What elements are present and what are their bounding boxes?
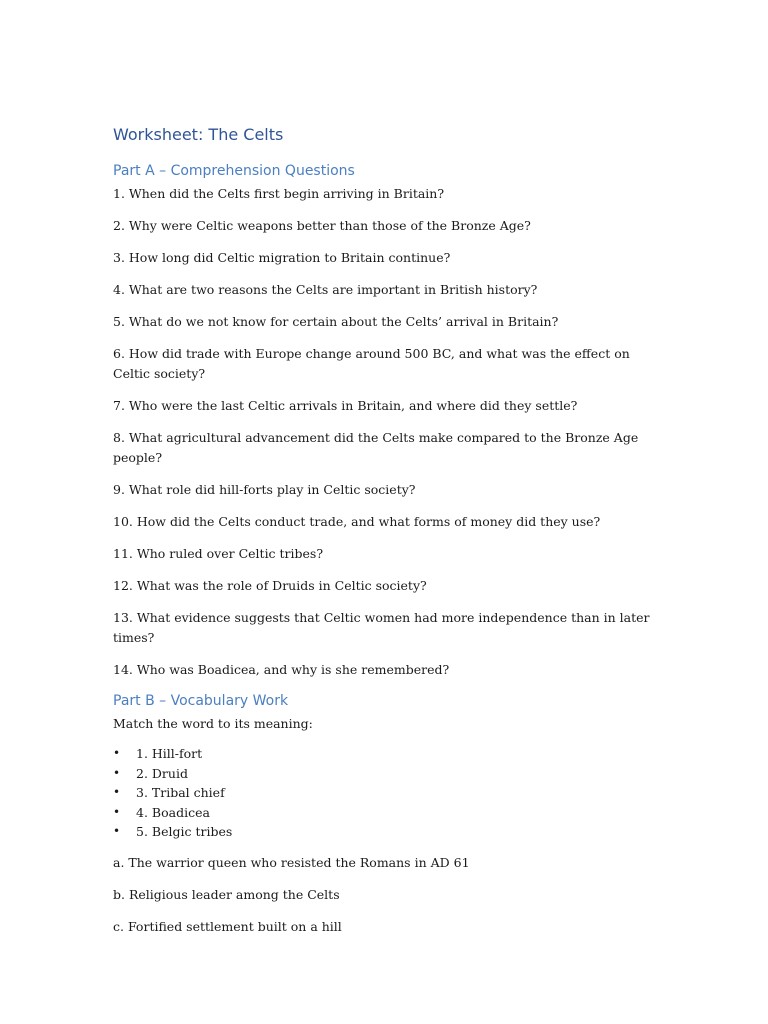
bullet-icon: •	[113, 804, 121, 819]
vocab-word-list	[113, 744, 658, 842]
vocab-meaning: b. Religious leader among the Celts	[113, 886, 340, 902]
question-item: 8. What agricultural advancement did the Celts make compared to the Bronze Age people?	[113, 430, 639, 465]
vocab-word-item	[113, 822, 658, 842]
question-list	[113, 184, 658, 680]
part-b-heading: Part B – Vocabulary Work	[113, 693, 289, 709]
vocab-word: 1. Hill-fort	[136, 746, 203, 761]
question-item: 9. What role did hill-forts play in Celtic society?	[113, 482, 416, 497]
question-item: 7. Who were the last Celtic arrivals in Britain, and where did they settle?	[113, 398, 578, 413]
worksheet-page	[113, 124, 658, 949]
question-item: 10. How did the Celts conduct trade, and what forms of money did they use?	[113, 514, 601, 529]
bullet-icon: •	[113, 746, 121, 760]
vocab-meaning: c. Fortified settlement built on a hill	[113, 918, 342, 934]
worksheet-title: Worksheet: The Celts	[113, 125, 284, 144]
question-item: 13. What evidence suggests that Celtic women had more independence than in later times?	[113, 610, 650, 645]
part-a-heading: Part A – Comprehension Questions	[113, 163, 355, 179]
question-item: 5. What do we not know for certain about the Celts’ arrival in Britain?	[113, 314, 559, 329]
vocab-word: 2. Druid	[136, 765, 188, 781]
question-item: 1. When did the Celts first begin arriving in Britain?	[113, 186, 445, 201]
vocab-meaning-list	[113, 853, 658, 937]
vocab-word: 5. Belgic tribes	[136, 824, 233, 839]
vocab-word-item	[113, 803, 658, 823]
vocab-word-item	[113, 764, 658, 784]
bullet-icon: •	[113, 765, 121, 780]
vocab-word-item	[113, 744, 658, 764]
question-item: 6. How did trade with Europe change around 500 BC, and what was the effect on Celtic society?	[113, 346, 630, 381]
vocab-meaning: a. The warrior queen who resisted the Romans in AD 61	[113, 854, 470, 870]
question-item: 12. What was the role of Druids in Celtic society?	[113, 578, 427, 593]
question-item: 3. How long did Celtic migration to Britain continue?	[113, 250, 451, 265]
bullet-icon: •	[113, 824, 121, 838]
bullet-icon: •	[113, 785, 121, 799]
vocab-instruction: Match the word to its meaning:	[113, 716, 313, 731]
vocab-word-item	[113, 783, 658, 803]
vocab-word: 4. Boadicea	[136, 804, 210, 820]
vocab-word: 3. Tribal chief	[136, 785, 225, 800]
question-item: 4. What are two reasons the Celts are important in British history?	[113, 282, 538, 297]
question-item: 11. Who ruled over Celtic tribes?	[113, 546, 324, 561]
question-item: 2. Why were Celtic weapons better than those of the Bronze Age?	[113, 218, 531, 233]
question-item: 14. Who was Boadicea, and why is she remembered?	[113, 662, 450, 677]
